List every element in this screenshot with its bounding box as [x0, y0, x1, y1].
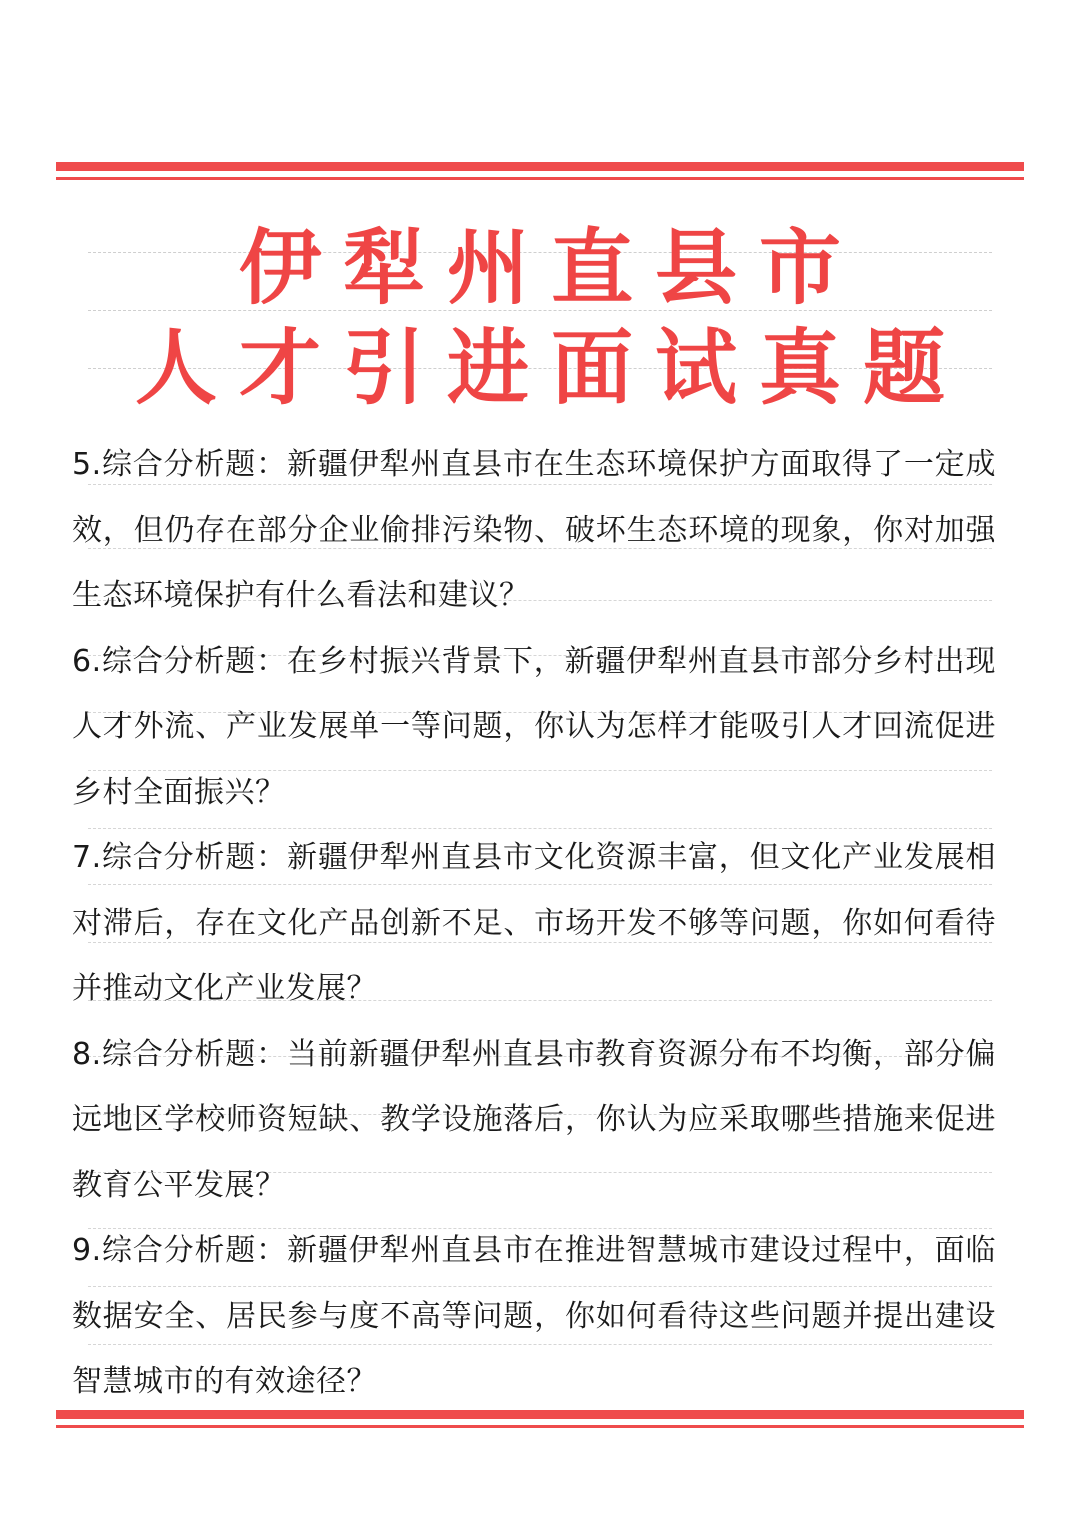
title-line-2: 人才引进面试真题: [134, 320, 967, 416]
title-line-1: 伊犁州直县市: [238, 220, 863, 316]
bottom-red-border: [56, 1410, 1024, 1428]
question-list: [72, 432, 996, 1415]
bottom-red-border-thin: [56, 1425, 1024, 1428]
top-red-border: [56, 162, 1024, 180]
top-red-border-thick: [56, 162, 1024, 171]
question-item: 8.综合分析题：当前新疆伊犁州直县市教育资源分布不均衡，部分偏远地区学校师资短缺、教学设施落后，你认为应采取哪些措施来促进教育公平发展？: [72, 1036, 996, 1203]
question-item: 7.综合分析题：新疆伊犁州直县市文化资源丰富，但文化产业发展相对滞后，存在文化产品创新不足、市场开发不够等问题，你如何看待并推动文化产业发展？: [72, 840, 996, 1006]
top-red-border-thin: [56, 177, 1024, 180]
question-item: 5.综合分析题：新疆伊犁州直县市在生态环境保护方面取得了一定成效，但仍存在部分企业偷排污染物、破坏生态环境的现象，你对加强生态环境保护有什么看法和建议？: [72, 447, 996, 613]
question-item: 6.综合分析题：在乡村振兴背景下，新疆伊犁州直县市部分乡村出现人才外流、产业发展单一等问题，你认为怎样才能吸引人才回流促进乡村全面振兴？: [72, 643, 996, 810]
bottom-red-border-thick: [56, 1410, 1024, 1419]
question-item: 9.综合分析题：新疆伊犁州直县市在推进智慧城市建设过程中，面临数据安全、居民参与度不高等问题，你如何看待这些问题并提出建设智慧城市的有效途径？: [72, 1233, 996, 1399]
